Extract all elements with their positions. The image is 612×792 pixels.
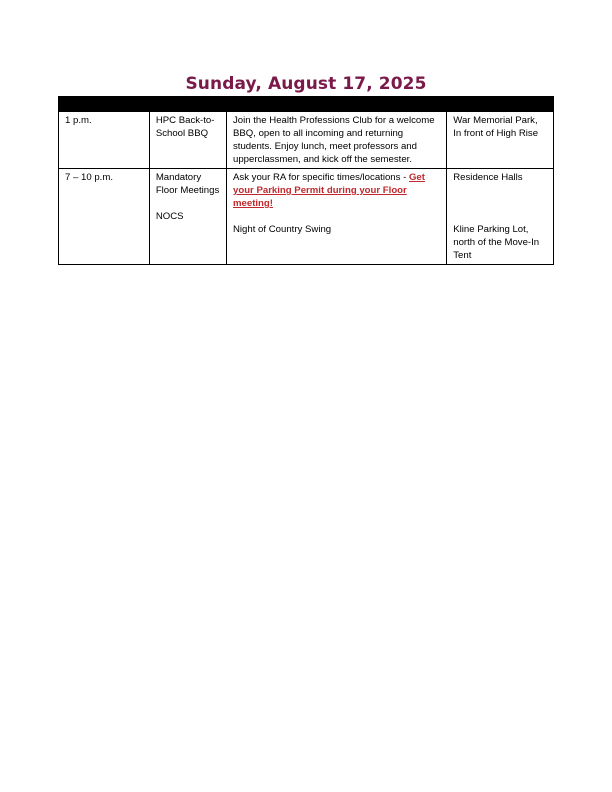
description-cell: Join the Health Professions Club for a welcome BBQ, open to all incoming and returning students. Enjoy lunch, meet professors and upperclassmen, and kick off the semester. [227,112,447,169]
header-cell-location [447,97,554,112]
event-cell: HPC Back-to-School BBQ [149,112,226,169]
event-name: Mandatory Floor Meetings [155,172,220,196]
header-cell-time [59,97,150,112]
table-row [59,169,554,265]
description-lead: Ask your RA for specific times/locations - [233,172,407,183]
header-cell-event [149,97,226,112]
event-name-secondary: NOCS [155,211,184,222]
page-title: Sunday, August 17, 2025 [185,74,427,94]
time-cell: 7 – 10 p.m. [59,169,150,265]
description-cell [227,169,447,265]
description-text [233,171,440,210]
table-row [59,112,554,169]
event-cell [149,169,226,265]
table-header-row [59,97,554,112]
schedule-table [58,96,554,265]
description-secondary: Night of Country Swing [233,224,332,235]
header-cell-description [227,97,447,112]
parking-permit-link[interactable]: Get your Parking Permit during your Floor meeting! [233,172,425,209]
time-cell: 1 p.m. [59,112,150,169]
location-text: Residence Halls [453,172,523,183]
location-cell [447,169,554,265]
location-secondary: Kline Parking Lot, north of the Move-In Tent [453,224,540,261]
location-cell: War Memorial Park, In front of High Rise [447,112,554,169]
